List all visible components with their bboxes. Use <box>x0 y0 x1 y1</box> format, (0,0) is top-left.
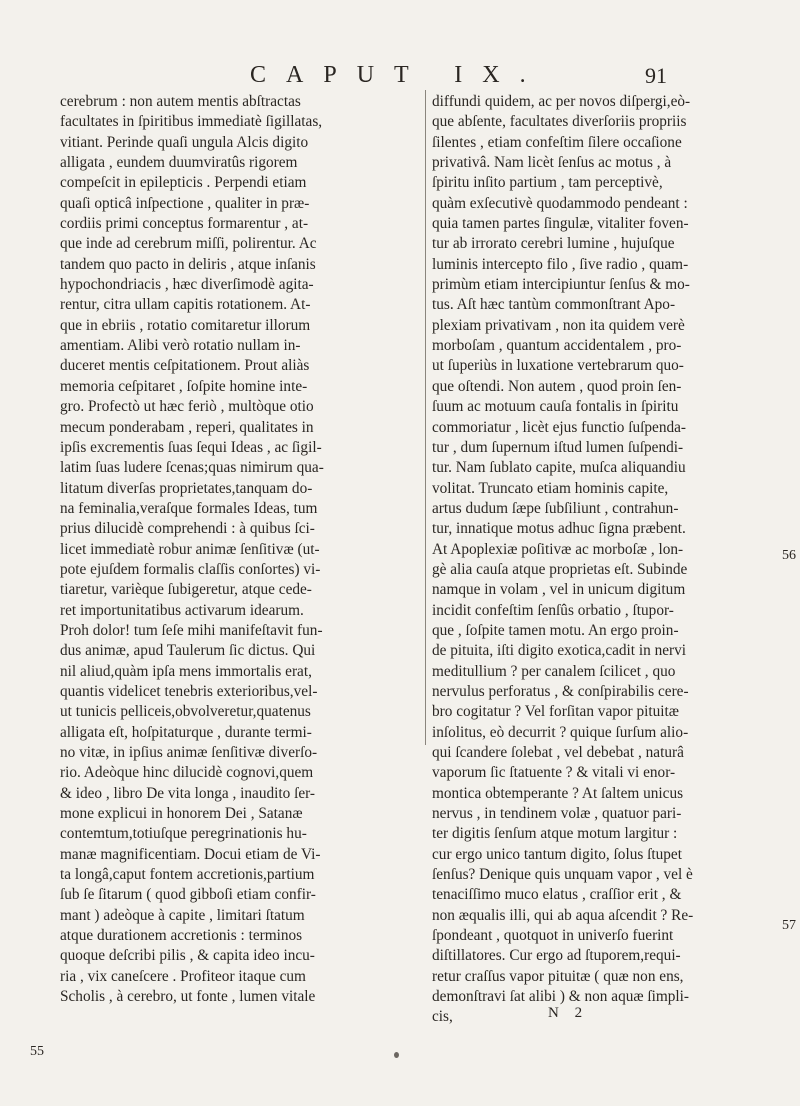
text-line: ret importunitatibus activarum idearum. <box>60 601 304 619</box>
text-line: quoque deſcribi pilis , & capita ideo incu- <box>60 947 315 965</box>
text-line: duceret mentis ceſpitationem. Prout aliàs <box>60 357 310 375</box>
text-line: quàm exſecutivè quodammodo pendeant : <box>432 194 688 212</box>
text-line: vaporum ſic ſtatuente ? & vitali vi enor- <box>432 764 676 782</box>
text-line: artus dudum ſæpe ſubſiliunt , contrahun- <box>432 499 679 517</box>
text-line: tiaretur, varièque ſubigeretur, atque cede- <box>60 581 312 599</box>
text-line: hypochondriacis , hæc diverſimodè agita- <box>60 276 314 294</box>
text-line: namque in volam , vel in unicum digitum <box>432 581 686 599</box>
left-text-column <box>60 92 396 1007</box>
signature-mark: N 2 <box>548 1005 589 1021</box>
text-line: tur. Nam ſublato capite, muſca aliquandiu <box>432 459 686 477</box>
text-line: nil aliud,quàm ipſa mens immortalis erat, <box>60 662 312 680</box>
text-line: que in ebriis , rotatio comitaretur illorum <box>60 316 311 334</box>
text-line: Proh dolor! tum ſeſe mihi manifeſtavit fun- <box>60 621 323 639</box>
column-divider <box>425 90 426 745</box>
ink-speck <box>394 1052 399 1058</box>
text-line: qui ſcandere ſolebat , vel debebat , naturâ <box>432 744 684 761</box>
text-line: privativâ. Nam licèt ſenſus ac motus , à <box>432 154 672 172</box>
text-line: na feminalia,veraſque formales Ideas, tum <box>60 499 318 517</box>
text-line: de pituita, iſti digito exotica,cadit in nervi <box>432 642 687 660</box>
text-line: que , ſoſpite tamen motu. An ergo proin- <box>432 621 679 639</box>
text-line: amentiam. Alibi verò rotatio nullam in- <box>60 337 301 355</box>
text-line: ipſis excrementis ſuas ſequi Ideas , ac ſigil- <box>60 438 322 456</box>
text-line: rio. Adeòque hinc dilucidè cognovi,quem <box>60 764 314 782</box>
text-line: ſpiritu inſito partium , tam perceptivè, <box>432 174 663 192</box>
text-line: inſolitus, eò decurrit ? quique ſurſum alio- <box>432 723 689 741</box>
text-line: mone explicui in honorem Dei , Satanæ <box>60 805 303 823</box>
text-line: tenaciſſimo muco elatus , craſſior erit , & <box>432 886 682 904</box>
text-line: volitat. Truncato etiam hominis capite, <box>432 479 669 497</box>
text-line: quia tamen partes ſingulæ, vitaliter foven- <box>432 215 689 233</box>
text-line: ut ſuperiùs in luxatione vertebrarum quo- <box>432 357 684 375</box>
text-line: meditullium ? per canalem ſcilicet , quo <box>432 662 676 680</box>
text-line: que oſtendi. Non autem , quod proin ſen- <box>432 377 682 395</box>
text-line: rentur, citra ullam capitis rotationem. At- <box>60 296 311 314</box>
text-line: incidit confeſtim ſenſûs orbatio , ſtupor- <box>432 601 674 619</box>
text-line: ria , vix caneſcere . Profiteor itaque cum <box>60 967 306 985</box>
text-line: compeſcit in epilepticis . Perpendi etiam <box>60 174 307 192</box>
text-line: tus. Aſt hæc tantùm commonſtrant Apo- <box>432 296 676 314</box>
text-line: atque durationem accretionis : terminos <box>60 927 303 945</box>
text-line: ſilentes , etiam confeſtim ſilere occaſione <box>432 133 682 151</box>
text-line: quantis videlicet tenebris exterioribus,vel- <box>60 682 318 700</box>
text-line: montica obtemperante ? At ſaltem unicus <box>432 784 684 802</box>
page-number: 91 <box>645 63 667 88</box>
text-line: gro. Profectò ut hæc feriò , multòque otio <box>60 398 314 416</box>
text-line: ut tunicis pelliceis,obvolveretur,quatenus <box>60 703 311 721</box>
text-line: Scholis , à cerebro, ut fonte , lumen vitale <box>60 988 316 1006</box>
text-line: cordiis primi conceptus formarentur , at- <box>60 215 309 233</box>
text-line: At Apoplexiæ poſitivæ ac morboſæ , lon- <box>432 540 684 558</box>
text-line: mant ) adeòque à capite , limitari ſtatum <box>60 906 305 924</box>
text-line: cerebrum : non autem mentis abſtractas <box>60 93 301 110</box>
text-line: gè alia cauſa atque proprietas eſt. Subinde <box>432 560 688 578</box>
text-line: quaſi opticâ inſpectione , qualiter in præ- <box>60 194 310 212</box>
text-line: cis, <box>432 1008 453 1026</box>
text-line: tandem quo pacto in deliris , atque inſanis <box>60 255 316 273</box>
text-line: nervus , in tendinem volæ , quatuor pari- <box>432 805 682 823</box>
text-line: tur ab irrorato cerebri lumine , hujuſque <box>432 235 675 253</box>
text-line: diffundi quidem, ac per novos diſpergi,eò- <box>432 93 691 110</box>
text-line: facultates in ſpiritibus immediatè ſigillatas, <box>60 113 323 131</box>
text-line: tur, innatique motus adhuc ſigna præbent. <box>432 520 686 538</box>
text-line: mecum ponderabam , reperi, qualitates in <box>60 418 314 436</box>
text-line: & ideo , libro De vita longa , inaudito ſer- <box>60 784 316 802</box>
text-line: bro cogitatur ? Vel forſitan vapor pituitæ <box>432 703 679 721</box>
margin-note-55: 55 <box>30 1044 44 1059</box>
text-line: vitiant. Perinde quaſi ungula Alcis digito <box>60 133 309 151</box>
text-line: licet immediatè robur animæ ſenſitivæ (ut- <box>60 540 320 558</box>
text-line: latim ſuas ludere ſcenas;quas nimirum qua- <box>60 459 324 477</box>
text-line: litatum diverſas proprietates,tanquam do- <box>60 479 313 497</box>
text-line: plexiam privativam , non ita quidem verè <box>432 316 685 334</box>
text-line: pote ejuſdem formalis claſſis conſortes) vi- <box>60 560 321 578</box>
text-line: diſtillatores. Cur ergo ad ſtuporem,requi- <box>432 947 681 965</box>
text-line: demonſtravi ſat alibi ) & non aquæ ſimpli- <box>432 988 690 1006</box>
text-line: primùm etiam intercipiuntur ſenſus & mo- <box>432 276 690 294</box>
text-line: ter digitis ſenſum atque motum largitur : <box>432 825 678 843</box>
margin-note-57: 57 <box>782 918 796 933</box>
text-line: que abſente, facultates diverſoriis propriis <box>432 113 687 131</box>
text-line: commoriatur , licèt ejus functio ſuſpenda- <box>432 418 687 436</box>
chapter-title: CAPUT IX. <box>250 62 546 88</box>
text-line: contemtum,totiuſque peregrinationis hu- <box>60 825 307 843</box>
text-line: memoria ceſpitaret , ſoſpite homine inte- <box>60 377 308 395</box>
text-line: manæ magnificentiam. Docui etiam de Vi- <box>60 845 321 863</box>
text-line: que inde ad cerebrum miſſi, polirentur. Ac <box>60 235 317 253</box>
margin-note-56: 56 <box>782 548 796 563</box>
text-line: no vitæ, in ipſius animæ ſenſitivæ diverſo- <box>60 744 318 761</box>
text-line: ſpondeant , quotquot in univerſo fuerint <box>432 927 674 945</box>
text-line: ſuum ac motuum cauſa fontalis in ſpiritu <box>432 398 679 416</box>
text-line: retur craſſus vapor pituitæ ( quæ non ens, <box>432 967 684 985</box>
text-line: ſub ſe ſitarum ( quod gibboſi etiam confir- <box>60 886 316 904</box>
text-line: alligata , eundem duumviratûs rigorem <box>60 154 298 172</box>
text-line: tur , dum ſupernum iſtud lumen ſuſpendi- <box>432 438 684 456</box>
text-line: dus animæ, apud Taulerum ſic dictus. Qui <box>60 642 316 660</box>
text-line: non æqualis illi, qui ab aqua aſcendit ? Re- <box>432 906 694 924</box>
text-line: ta longâ,caput fontem accretionis,partium <box>60 866 315 884</box>
text-line: luminis intercepto filo , ſive radio , quam- <box>432 255 689 273</box>
right-text-column <box>432 92 776 1028</box>
text-line: cur ergo unico tantum digito, ſolus ſtupet <box>432 845 682 863</box>
text-line: alligata eſt, hoſpitaturque , durante termi- <box>60 723 312 741</box>
text-line: nervulus perforatus , & conſpirabilis cere- <box>432 682 689 700</box>
text-line: prius dilucidè comprehendi : à quibus ſci- <box>60 520 315 538</box>
text-line: morboſam , quantum accidentalem , pro- <box>432 337 682 355</box>
text-line: ſenſus? Denique quis unquam vapor , vel è <box>432 866 693 884</box>
